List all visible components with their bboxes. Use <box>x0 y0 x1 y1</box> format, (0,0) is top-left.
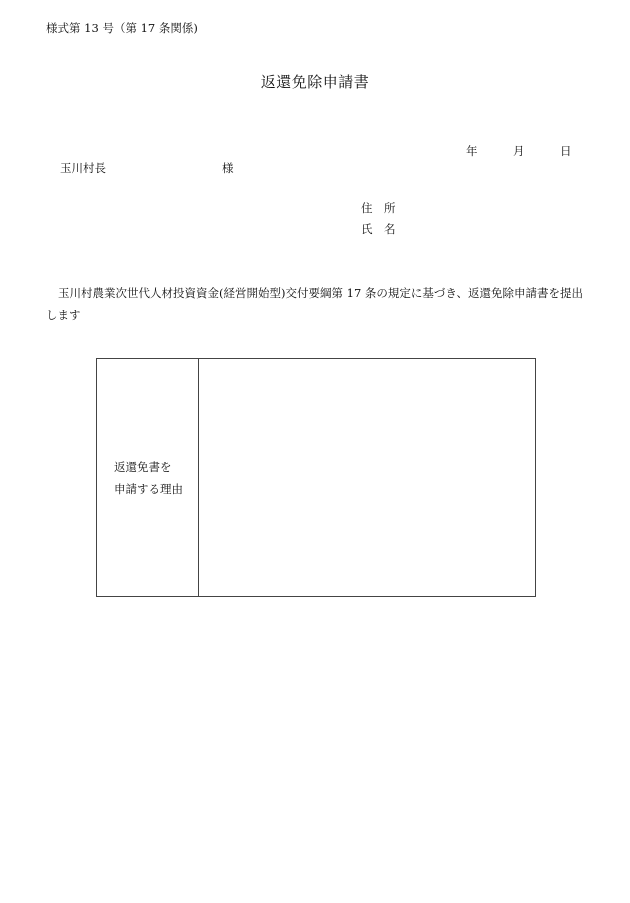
name-label: 氏 名 <box>361 222 396 236</box>
date-month-label: 月 <box>513 144 525 158</box>
addressee-honorific: 様 <box>222 161 234 175</box>
reason-label-line2: 申請する理由 <box>114 481 183 496</box>
page-title: 返還免除申請書 <box>260 73 370 91</box>
date-day-label: 日 <box>560 144 572 158</box>
reason-label-line1: 返還免書を <box>114 459 172 474</box>
reason-label-cell <box>97 359 199 596</box>
form-number: 様式第 13 号（第 17 条関係) <box>46 21 198 35</box>
addressee-name: 玉川村長 <box>60 161 106 175</box>
application-statement: 玉川村農業次世代人材投資資金(経営開始型)交付要綱第 17 条の規定に基づき、返還免除申請書を提出します <box>46 286 583 322</box>
date-year-label: 年 <box>466 144 478 158</box>
reason-content-cell[interactable] <box>199 359 535 596</box>
address-label: 住 所 <box>361 201 396 215</box>
reason-table <box>96 358 536 597</box>
